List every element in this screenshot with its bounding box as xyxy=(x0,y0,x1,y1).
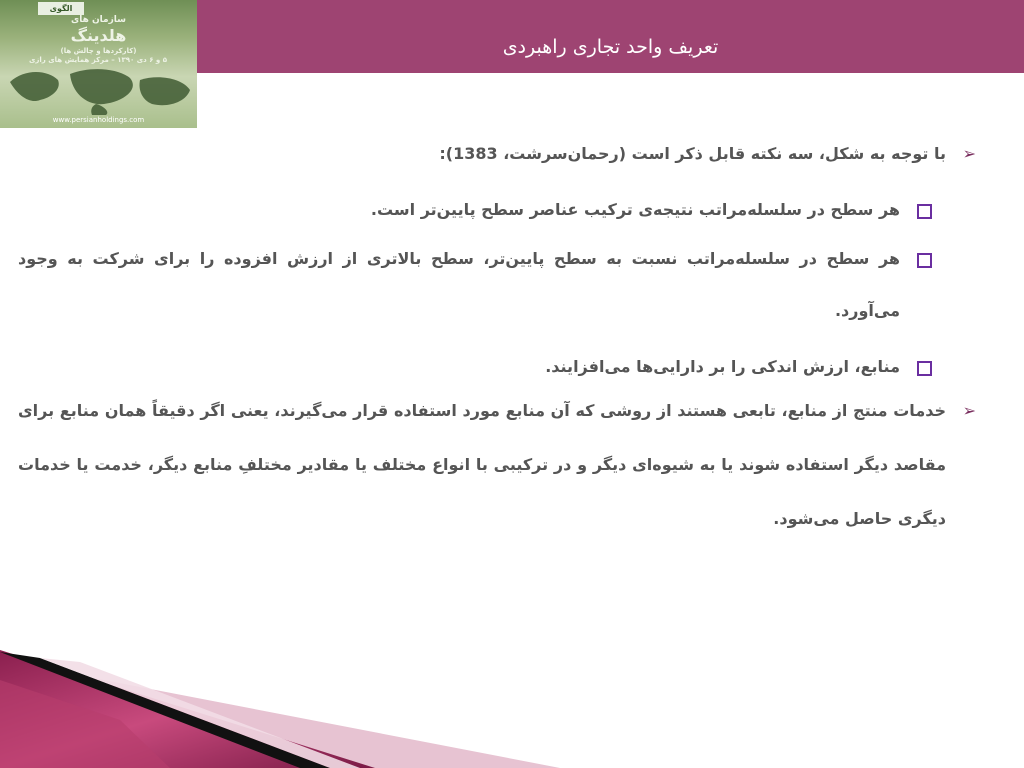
logo-line-3: (کارکردها و چالش ها) xyxy=(60,47,137,55)
point-text: هر سطح در سلسله‌مراتب نتیجه‌ی ترکیب عناصر سطح پایین‌تر است. xyxy=(370,200,900,219)
list-item xyxy=(18,353,978,381)
slide-content xyxy=(18,133,978,546)
intro-item xyxy=(18,133,978,175)
list-item xyxy=(18,196,978,224)
square-bullet-icon xyxy=(917,204,932,219)
square-bullet-icon xyxy=(917,253,932,268)
logo-url: www.persianholdings.com xyxy=(52,116,145,124)
decorative-swoosh xyxy=(0,640,1024,768)
slide-title: تعریف واحد تجاری راهبردی xyxy=(502,36,719,58)
arrow-bullet-icon: ➢ xyxy=(962,144,976,163)
square-bullet-icon xyxy=(917,361,932,376)
logo-banner: الگوی xyxy=(38,2,84,15)
point-text: منابع، ارزش اندکی را بر دارایی‌ها می‌افزایند. xyxy=(545,357,900,376)
world-map-icon xyxy=(0,60,197,115)
paragraph-item xyxy=(18,384,978,546)
logo-line-1: سازمان های xyxy=(70,15,127,25)
intro-text: با توجه به شکل، سه نکته قابل ذکر است (رحمان‌سرشت، 1383): xyxy=(439,144,946,163)
paragraph-text: خدمات منتج از منابع، تابعی هستند از روشی که آن منابع مورد استفاده قرار می‌گیرند، یعنی اگر دقیقاً همان منابع برای مقاصد دیگر استفاده شوند یا به شیوه‌ای دیگر و در ترکیبی با انواع مختلف یا مقادیر مختلفِ منابع دیگر، خدمت یا خدمات دیگری حاصل می‌شود. xyxy=(18,401,946,528)
arrow-bullet-icon: ➢ xyxy=(962,401,976,420)
point-text: هر سطح در سلسله‌مراتب نسبت به سطح پایین‌تر، سطح بالاتری از ارزش افزوده را برای شرکت به وجود می‌آورد. xyxy=(18,249,900,320)
list-item xyxy=(18,233,978,337)
conference-logo xyxy=(0,0,197,128)
logo-line-4: ۵ و ۶ دی ۱۳۹۰ – مرکز همایش های رازی xyxy=(28,56,167,64)
logo-line-2: هلدینگ xyxy=(70,26,127,45)
